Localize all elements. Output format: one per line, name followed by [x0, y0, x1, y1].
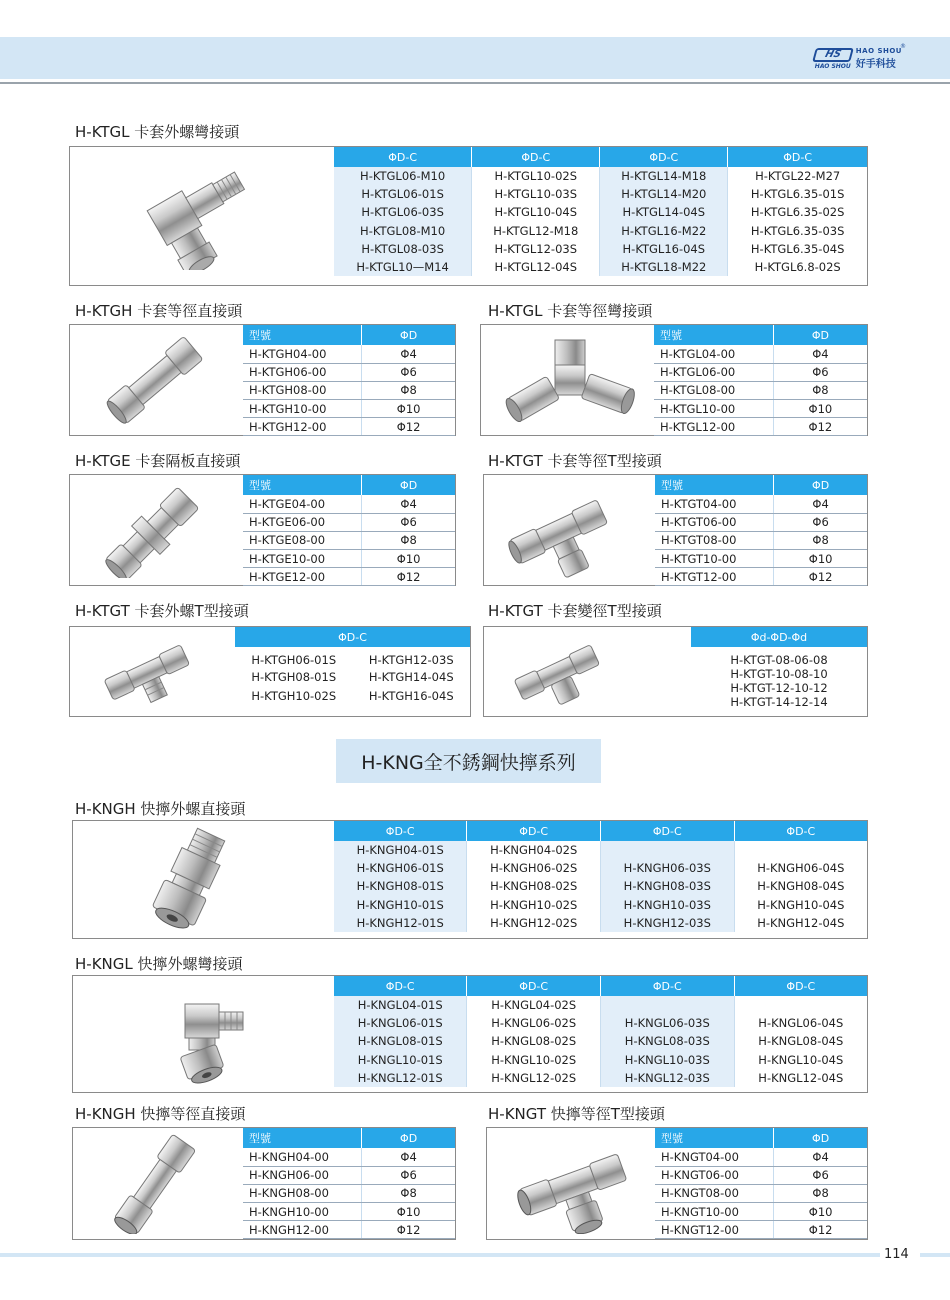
column-header: ΦD-C [472, 147, 600, 167]
page-header-band [0, 37, 950, 79]
table-cell: H-KTGL10-00 [654, 400, 773, 418]
table-cell: Φ4 [362, 345, 455, 363]
table-row [243, 1166, 455, 1184]
table-cell: Φ12 [362, 418, 455, 436]
table-cell: H-KTGL14-M18 [600, 167, 728, 185]
table-cell: H-KTGL12-04S [472, 258, 600, 276]
column-header: 型號 [243, 1128, 362, 1148]
table-cell: H-KTGL08-00 [654, 381, 773, 399]
table-row [243, 495, 455, 513]
table-cell: H-KNGH08-03S [600, 877, 734, 895]
table-row [691, 695, 867, 709]
table-row [334, 1069, 867, 1087]
table-row [334, 1032, 867, 1050]
table-cell: Φ4 [362, 1148, 455, 1166]
table-cell: H-KTGL6.35-01S [750, 187, 845, 202]
table-cell: H-KTGE06-00 [243, 513, 362, 531]
table-cell: H-KTGE10-00 [243, 550, 362, 568]
table-row [235, 687, 470, 707]
table-cell: Φ4 [362, 495, 455, 513]
section-title-ktgl-ext: H-KTGL 卡套外螺彎接頭 [75, 123, 240, 141]
table-ktgt-eq [655, 475, 867, 586]
section-title-ktgl-eq: H-KTGL 卡套等徑彎接頭 [488, 302, 653, 320]
table-row [243, 418, 455, 436]
logo-badge: HS [812, 48, 854, 62]
table-cell: H-KTGL10-03S [472, 185, 600, 203]
table-cell: H-KNGH06-04S [757, 861, 845, 876]
table-cell: Φ8 [362, 531, 455, 549]
table-cell: H-KTGL06-00 [654, 363, 773, 381]
table-cell: H-KNGH04-02S [467, 841, 601, 859]
table-cell: H-KTGH12-00 [243, 418, 362, 436]
table-row [334, 914, 867, 932]
table-row [334, 996, 867, 1014]
table-cell: H-KNGH08-01S [334, 877, 467, 895]
table-row [655, 1221, 867, 1239]
table-row [654, 381, 867, 399]
table-cell: Φ6 [362, 1166, 455, 1184]
column-header: ΦD-C [734, 976, 867, 996]
table-cell: H-KNGH08-00 [243, 1184, 362, 1202]
table-cell: H-KNGL06-03S [600, 1014, 734, 1032]
table-cell: H-KNGH08-04S [757, 879, 845, 894]
footer-divider [0, 1253, 880, 1257]
table-row [235, 647, 470, 667]
table-ktgt-red [691, 627, 867, 709]
table-cell: Φ6 [774, 513, 867, 531]
section-title-kngh-eq: H-KNGH 快擰等徑直接頭 [75, 1105, 246, 1123]
table-row [243, 1184, 455, 1202]
table-row [334, 240, 867, 258]
table-cell [600, 996, 734, 1014]
table-cell: H-KTGT04-00 [655, 495, 774, 513]
table-row [334, 1014, 867, 1032]
table-cell: Φ12 [362, 568, 455, 586]
table-cell: H-KTGL6.8-02S [754, 260, 841, 275]
column-header: ΦD [362, 1128, 455, 1148]
column-header: 型號 [654, 325, 773, 345]
table-row [655, 568, 867, 586]
table-row [243, 550, 455, 568]
table-row [243, 400, 455, 418]
table-cell: H-KTGT-12-10-12 [730, 681, 828, 695]
table-cell: Φ12 [774, 1221, 867, 1239]
table-row [691, 647, 867, 667]
table-cell: H-KTGT12-00 [655, 568, 774, 586]
column-header: 型號 [655, 1128, 774, 1148]
brand-logo [814, 43, 906, 70]
table-cell: H-KTGT-10-08-10 [730, 667, 828, 681]
table-cell: H-KTGE08-00 [243, 531, 362, 549]
table-row [243, 345, 455, 363]
table-row [243, 1148, 455, 1166]
table-cell: H-KNGL08-03S [600, 1032, 734, 1050]
table-cell: Φ6 [774, 1166, 867, 1184]
table-cell: H-KTGL10-02S [472, 167, 600, 185]
section-title-ktgt-eq: H-KTGT 卡套等徑T型接頭 [488, 452, 662, 470]
table-cell: H-KTGL16-04S [600, 240, 728, 258]
table-cell: H-KNGH12-04S [757, 915, 845, 930]
table-row [334, 185, 867, 203]
section-title-ktge: H-KTGE 卡套隔板直接頭 [75, 452, 241, 470]
table-row [243, 363, 455, 381]
table-cell: H-KNGL10-03S [600, 1051, 734, 1069]
table-row [654, 400, 867, 418]
table-cell: H-KNGL08-04S [758, 1034, 844, 1049]
table-cell: H-KTGL10-04S [472, 203, 600, 221]
column-header: Φd-ΦD-Φd [691, 627, 867, 647]
column-header: ΦD [774, 475, 867, 495]
table-cell: H-KNGH04-01S [334, 841, 467, 859]
table-row [243, 531, 455, 549]
table-cell [734, 841, 867, 859]
table-cell: Φ6 [362, 363, 455, 381]
table-cell: H-KNGH08-02S [467, 877, 601, 895]
table-ktgl-ext [334, 147, 867, 276]
table-cell: H-KTGL6.35-03S [750, 223, 845, 238]
column-header: ΦD [362, 475, 455, 495]
table-cell: H-KNGH12-03S [600, 914, 734, 932]
table-cell: H-KNGH10-01S [334, 896, 467, 914]
table-cell [734, 996, 867, 1014]
fitting-reducing-tee-image [505, 630, 615, 714]
table-cell: H-KTGL12-M18 [472, 222, 600, 240]
table-cell: H-KNGL10-04S [758, 1052, 844, 1067]
table-cell: Φ10 [362, 550, 455, 568]
table-cell: Φ10 [362, 1203, 455, 1221]
table-kngh-eq [243, 1128, 455, 1239]
table-row [334, 222, 867, 240]
table-cell: H-KNGH12-01S [334, 914, 467, 932]
section-title-kngt-eq: H-KNGT 快擰等徑T型接頭 [488, 1105, 665, 1123]
column-header: ΦD-C [600, 976, 734, 996]
table-row [655, 1203, 867, 1221]
table-row [235, 667, 470, 687]
table-row [243, 513, 455, 531]
table-cell: H-KNGH12-00 [243, 1221, 362, 1239]
table-cell: H-KTGT-08-06-08 [730, 653, 828, 667]
table-row [243, 568, 455, 586]
column-header: ΦD-C [600, 821, 734, 841]
table-cell: H-KNGL04-01S [334, 996, 467, 1014]
table-kngt-eq [655, 1128, 867, 1239]
table-cell: Φ12 [773, 418, 867, 436]
table-cell: Φ8 [774, 531, 867, 549]
table-cell: H-KTGH08-00 [243, 381, 362, 399]
table-ktgh [243, 325, 455, 436]
table-cell: H-KNGH06-03S [600, 859, 734, 877]
column-header: ΦD-C [334, 976, 467, 996]
table-cell: Φ6 [362, 513, 455, 531]
table-cell: H-KTGH10-00 [243, 400, 362, 418]
table-cell [600, 841, 734, 859]
table-cell: H-KNGL06-04S [758, 1016, 844, 1031]
table-row [654, 363, 867, 381]
fitting-quick-tee-image [510, 1132, 640, 1236]
column-header: ΦD-C [334, 147, 472, 167]
fitting-tee-image [500, 478, 620, 582]
table-cell: H-KTGL12-03S [472, 240, 600, 258]
table-row [334, 167, 867, 185]
table-cell: Φ4 [774, 495, 867, 513]
table-cell: H-KNGT04-00 [655, 1148, 774, 1166]
fitting-quick-elbow-image [140, 980, 260, 1088]
table-cell: Φ10 [773, 400, 867, 418]
table-cell: H-KTGE04-00 [243, 495, 362, 513]
table-cell: H-KTGT10-00 [655, 550, 774, 568]
logo-mark [814, 48, 852, 70]
column-header: 型號 [243, 325, 362, 345]
table-cell: H-KTGL06-01S [334, 185, 472, 203]
table-cell: Φ10 [774, 1203, 867, 1221]
table-row [655, 513, 867, 531]
section-title-ktgh: H-KTGH 卡套等徑直接頭 [75, 302, 243, 320]
table-cell: H-KTGH08-01S [251, 669, 337, 684]
table-cell: Φ12 [362, 1221, 455, 1239]
table-kngl-ext [334, 976, 867, 1087]
column-header: ΦD [362, 325, 455, 345]
table-cell: H-KTGT-14-12-14 [730, 695, 828, 709]
table-cell: H-KTGL06-M10 [334, 167, 472, 185]
table-cell: H-KNGH12-02S [467, 914, 601, 932]
table-cell: H-KNGL12-04S [758, 1070, 844, 1085]
table-row [243, 1221, 455, 1239]
fitting-quick-union-image [95, 1132, 215, 1236]
table-cell: H-KTGH16-04S [368, 689, 454, 704]
table-row [334, 896, 867, 914]
table-cell: H-KNGH06-01S [334, 859, 467, 877]
column-header: 型號 [243, 475, 362, 495]
table-cell: H-KTGL06-03S [334, 203, 472, 221]
series-banner: H-KNG全不銹鋼快擰系列 [336, 739, 601, 783]
table-row [691, 681, 867, 695]
column-header: ΦD-C [467, 976, 601, 996]
table-cell: H-KTGL6.35-04S [750, 241, 845, 256]
table-row [691, 667, 867, 681]
table-row [655, 1166, 867, 1184]
table-cell: H-KTGL08-M10 [334, 222, 472, 240]
table-cell: H-KNGL10-01S [334, 1051, 467, 1069]
table-cell: H-KNGL06-02S [467, 1014, 601, 1032]
table-cell: H-KTGE12-00 [243, 568, 362, 586]
table-cell: H-KTGH04-00 [243, 345, 362, 363]
table-ktgh-t-ext [235, 627, 470, 706]
table-cell: Φ10 [774, 550, 867, 568]
table-cell: H-KNGL04-02S [467, 996, 601, 1014]
table-cell: Φ6 [773, 363, 867, 381]
logo-english: HAO SHOU [855, 47, 902, 55]
table-cell: H-KNGL12-03S [600, 1069, 734, 1087]
fitting-bulkhead-image [90, 480, 220, 580]
table-cell: H-KNGL12-02S [467, 1069, 601, 1087]
column-header: ΦD [774, 1128, 867, 1148]
table-kngh-ext [334, 821, 867, 932]
table-cell: Φ4 [774, 1148, 867, 1166]
table-row [654, 345, 867, 363]
column-header: ΦD-C [728, 147, 867, 167]
fitting-quick-straight-image [130, 824, 250, 936]
table-cell: Φ10 [362, 400, 455, 418]
table-cell: H-KNGT08-00 [655, 1184, 774, 1202]
table-cell: Φ8 [774, 1184, 867, 1202]
table-cell: H-KTGH12-03S [368, 653, 454, 667]
column-header: 型號 [655, 475, 774, 495]
table-cell: H-KNGH06-02S [467, 859, 601, 877]
table-cell: H-KNGT12-00 [655, 1221, 774, 1239]
section-title-kngh-ext: H-KNGH 快擰外螺直接頭 [75, 800, 246, 818]
table-cell: H-KNGH10-00 [243, 1203, 362, 1221]
logo-subtext: HAO SHOU [814, 62, 851, 70]
table-cell: H-KNGL08-01S [334, 1032, 467, 1050]
column-header: ΦD-C [334, 821, 467, 841]
column-header: ΦD-C [467, 821, 601, 841]
column-header: ΦD-C [734, 821, 867, 841]
table-row [243, 1203, 455, 1221]
table-cell: H-KTGL04-00 [654, 345, 773, 363]
section-title-ktgh-t-ext: H-KTGT 卡套外螺T型接頭 [75, 602, 249, 620]
table-cell: H-KTGL18-M22 [600, 258, 728, 276]
table-cell: Φ8 [362, 1184, 455, 1202]
table-cell: Φ8 [362, 381, 455, 399]
table-row [654, 418, 867, 436]
table-row [334, 1051, 867, 1069]
footer-divider-right [920, 1253, 950, 1257]
table-cell: H-KTGL10—M14 [334, 258, 472, 276]
table-cell: H-KTGT08-00 [655, 531, 774, 549]
table-ktgl-eq [654, 325, 867, 436]
table-cell: H-KTGH06-00 [243, 363, 362, 381]
table-row [655, 531, 867, 549]
table-cell: H-KNGT10-00 [655, 1203, 774, 1221]
table-row [655, 495, 867, 513]
fitting-elbow-image [100, 155, 280, 275]
fitting-tee-thread-image [95, 630, 205, 714]
table-ktge [243, 475, 455, 586]
fitting-union-image [90, 330, 220, 430]
column-header: ΦD [773, 325, 867, 345]
table-cell: H-KTGT06-00 [655, 513, 774, 531]
table-cell: H-KNGL06-01S [334, 1014, 467, 1032]
table-cell: H-KNGL12-01S [334, 1069, 467, 1087]
table-cell: H-KTGH06-01S [251, 653, 337, 667]
table-row [334, 877, 867, 895]
table-cell: H-KTGL14-04S [600, 203, 728, 221]
table-row [334, 841, 867, 859]
logo-chinese: 好手科技 [855, 59, 896, 70]
section-title-ktgt-red: H-KTGT 卡套變徑T型接頭 [488, 602, 662, 620]
header-divider [0, 82, 950, 84]
table-cell: H-KNGH10-04S [757, 897, 845, 912]
table-cell: H-KNGL10-02S [467, 1051, 601, 1069]
table-cell: H-KNGH06-00 [243, 1166, 362, 1184]
table-cell: H-KTGL22-M27 [755, 169, 841, 184]
table-row [655, 550, 867, 568]
table-row [243, 381, 455, 399]
section-title-kngl-ext: H-KNGL 快擰外螺彎接頭 [75, 955, 243, 973]
table-cell: Φ8 [773, 381, 867, 399]
table-cell: H-KTGL12-00 [654, 418, 773, 436]
table-cell: H-KNGH04-00 [243, 1148, 362, 1166]
table-cell: H-KNGH10-02S [467, 896, 601, 914]
registered-mark: ® [900, 43, 906, 50]
table-cell: H-KTGL16-M22 [600, 222, 728, 240]
table-cell: Φ12 [774, 568, 867, 586]
table-cell: Φ4 [773, 345, 867, 363]
table-row [334, 258, 867, 276]
page-number: 114 [884, 1247, 909, 1262]
table-cell: H-KTGH10-02S [251, 689, 337, 704]
table-cell: H-KTGH14-04S [368, 669, 454, 684]
table-row [655, 1184, 867, 1202]
column-header: ΦD-C [600, 147, 728, 167]
table-cell: H-KTGL14-M20 [600, 185, 728, 203]
table-cell: H-KNGT06-00 [655, 1166, 774, 1184]
fitting-equal-elbow-image [495, 328, 645, 432]
table-cell: H-KNGH10-03S [600, 896, 734, 914]
table-row [334, 203, 867, 221]
table-cell: H-KTGL08-03S [334, 240, 472, 258]
table-cell: H-KTGL6.35-02S [750, 205, 845, 220]
table-row [334, 859, 867, 877]
column-header: ΦD-C [235, 627, 470, 647]
table-cell: H-KNGL08-02S [467, 1032, 601, 1050]
table-row [655, 1148, 867, 1166]
